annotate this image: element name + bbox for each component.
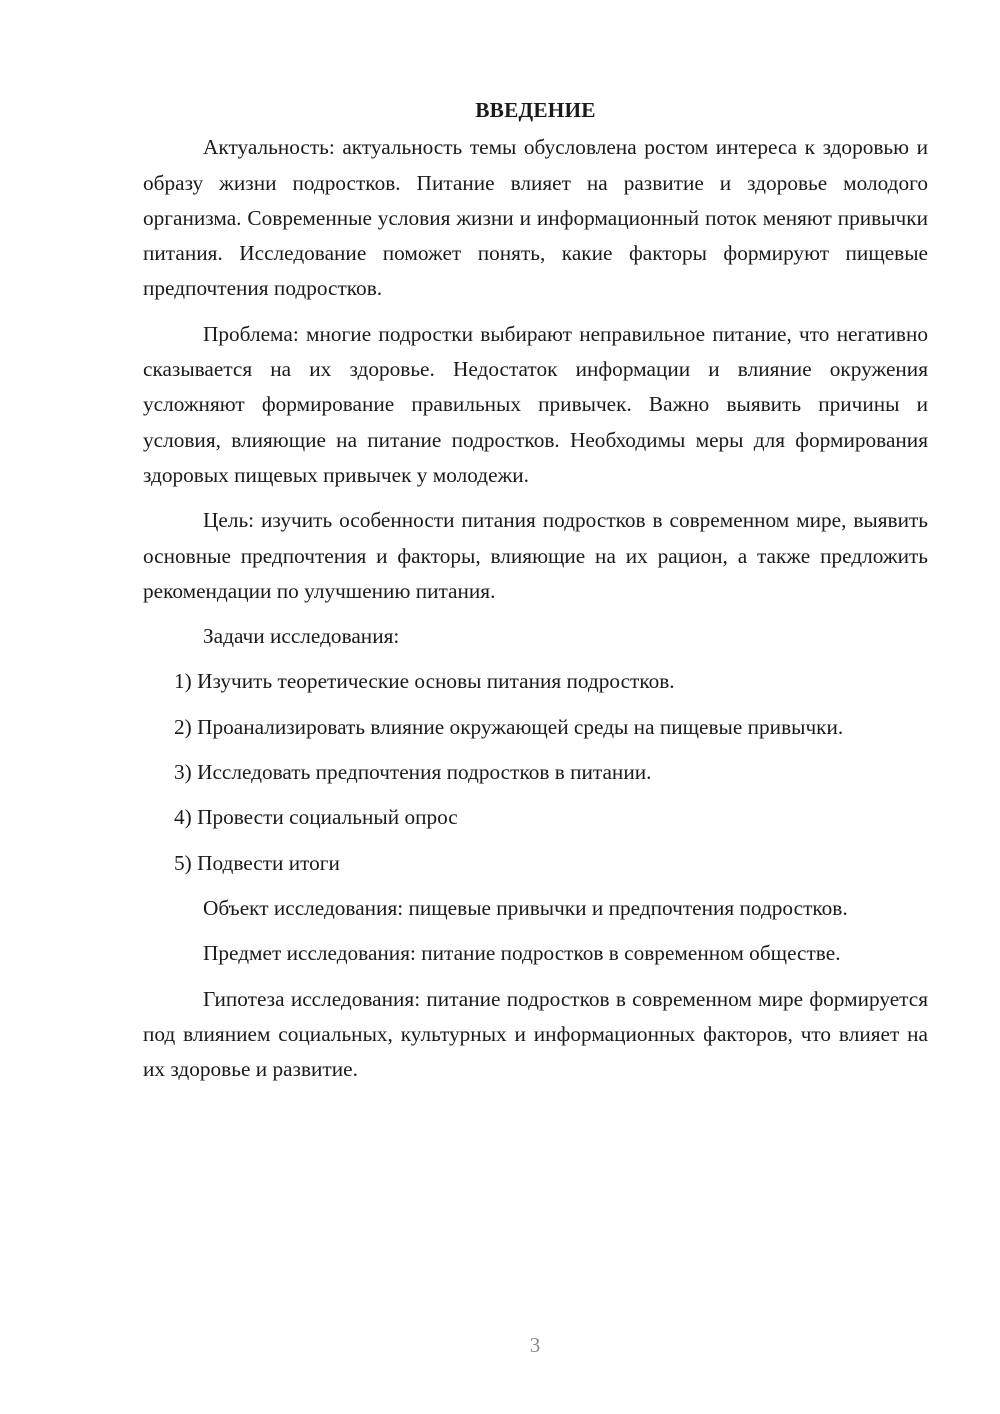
task-item-5: 5) Подвести итоги — [174, 850, 340, 875]
goal-paragraph: Цель: изучить особенности питания подростков в современном мире, выявить основные предпочтения и факторы, влияющие на их рацион, а также предложить рекомендации по улучшению питания. — [143, 508, 928, 603]
hypothesis-paragraph: Гипотеза исследования: питание подростков в современном мире формируется под влиянием социальных, культурных и информационных факторов, что влияет на их здоровье и развитие. — [143, 986, 928, 1082]
tasks-heading: Задачи исследования: — [203, 624, 400, 649]
problem-paragraph: Проблема: многие подростки выбирают неправильное питание, что негативно сказывается на их здоровье. Недостаток информации и влияние окружения усложняют формирование правильных привычек. Важно выявить причины и условия, влияющие на питание подростков. Необходимы меры для формирования здоровых пищевых привычек у молодежи. — [143, 321, 928, 487]
task-item-1: 1) Изучить теоретические основы питания подростков. — [174, 669, 675, 694]
subject-paragraph: Предмет исследования: питание подростков в современном обществе. — [203, 941, 841, 966]
object-paragraph: Объект исследования: пищевые привычки и предпочтения подростков. — [203, 895, 848, 920]
page-title: ВВЕДЕНИЕ — [475, 98, 596, 122]
relevance-paragraph: Актуальность: актуальность темы обусловлена ростом интереса к здоровью и образу жизни подростков. Питание влияет на развитие и здоровье молодого организма. Современные условия жизни и информационный поток меняют привычки питания. Исследование поможет понять, какие факторы формируют пищевые предпочтения подростков. — [143, 135, 928, 301]
task-item-3: 3) Исследовать предпочтения подростков в питании. — [174, 760, 652, 785]
task-item-2: 2) Проанализировать влияние окружающей среды на пищевые привычки. — [174, 714, 844, 739]
page-content — [143, 93, 928, 1097]
page-number: 3 — [529, 1333, 541, 1357]
task-item-4: 4) Провести социальный опрос — [174, 805, 458, 830]
